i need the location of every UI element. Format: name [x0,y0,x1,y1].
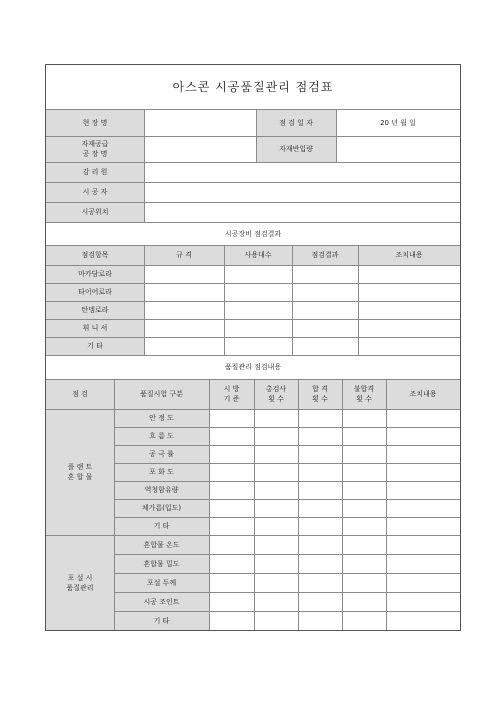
grid-line [224,245,225,355]
grid-line [46,379,460,380]
quality-item-label: 기 타 [114,611,209,630]
equipment-col-action: 조치내용 [358,245,460,265]
grid-line [114,611,460,612]
quality-group-label: 플 랜 트 혼 합 물 [46,409,114,535]
quality-item-label: 포설 두께 [114,573,209,592]
equipment-row-label: 기 타 [46,337,144,355]
quality-item-label: 혼합물 온도 [114,535,209,554]
grid-line [386,379,387,630]
grid-line [46,337,460,338]
equipment-col-result: 점검결과 [292,245,358,265]
grid-line [342,379,343,630]
grid-line [114,517,460,518]
quality-item-label: 체가름(입도) [114,499,209,517]
grid-line [114,427,460,428]
grid-line [114,499,460,500]
grid-line [144,245,145,355]
contractor-field[interactable] [144,182,460,202]
grid-line [292,245,293,355]
grid-line [114,445,460,446]
grid-line [209,379,210,630]
quality-item-label: 시공 조인트 [114,592,209,611]
equipment-row-label: 마카담로라 [46,265,144,283]
quality-col-check: 점 검 [46,379,114,409]
quality-col-action: 조치내용 [386,379,460,409]
equipment-col-item: 점검항목 [46,245,144,265]
quality-col-pass: 합 격 횟 수 [298,379,342,409]
grid-line [46,283,460,284]
inspection-date-field[interactable]: 20 년 월 일 [380,118,416,127]
site-name-label: 현 장 명 [46,109,144,136]
inspection-form [45,64,461,631]
grid-line [114,481,460,482]
inspection-date-label: 점 검 일 자 [256,109,336,136]
grid-line [358,245,359,355]
site-name-field[interactable] [144,109,256,136]
grid-line [114,592,460,593]
quality-item-label: 혼합물 밀도 [114,554,209,573]
supplier-label: 자재공급 공 장 명 [46,136,144,162]
grid-line [46,265,460,266]
equipment-section-title: 시공장비 점검결과 [224,229,282,238]
grid-line [298,379,299,630]
quality-col-standard: 시 방 기 준 [209,379,254,409]
contractor-label: 시 공 자 [46,182,144,202]
equipment-row-label: 탄뎀로라 [46,301,144,319]
quality-col-total: 총검사 횟 수 [254,379,298,409]
grid-line [46,355,460,356]
grid-line [46,109,460,110]
grid-line [46,409,460,410]
grid-line [46,202,460,203]
material-date-field[interactable] [336,136,460,162]
quality-item-label: 공 극 률 [114,445,209,463]
grid-line [144,109,145,222]
supplier-field[interactable] [144,136,256,162]
grid-line [256,109,257,162]
equipment-row-label: 휘 니 셔 [46,319,144,337]
location-field[interactable] [144,202,460,222]
grid-line [46,301,460,302]
quality-col-fail: 불합격 횟 수 [342,379,386,409]
grid-line [336,109,337,162]
equipment-col-spec: 규 격 [144,245,224,265]
grid-line [46,319,460,320]
supervisor-field[interactable] [144,162,460,182]
grid-line [114,554,460,555]
grid-line [114,379,115,630]
quality-section-title: 품질관리 점검내용 [224,363,282,371]
form-title: 아스콘 시공품질관리 점검표 [172,80,334,94]
quality-item-label: 흐 름 도 [114,427,209,445]
material-date-label: 자재반입량 [256,136,336,162]
grid-line [46,245,460,246]
grid-line [114,573,460,574]
grid-line [254,379,255,630]
grid-line [46,222,460,223]
quality-item-label: 포 화 도 [114,463,209,481]
grid-line [46,136,460,137]
supervisor-label: 감 리 원 [46,162,144,182]
grid-line [46,162,460,163]
quality-item-label: 역청함유량 [114,481,209,499]
grid-line [46,535,460,536]
quality-group-label: 포 설 시 품질관리 [46,535,114,630]
grid-line [114,463,460,464]
quality-item-label: 기 타 [114,517,209,535]
quality-col-category: 품질시험 구분 [114,379,209,409]
location-label: 시공위치 [46,202,144,222]
grid-line [46,182,460,183]
quality-item-label: 안 정 도 [114,409,209,427]
equipment-col-count: 사용대수 [224,245,292,265]
equipment-row-label: 타이어로라 [46,283,144,301]
